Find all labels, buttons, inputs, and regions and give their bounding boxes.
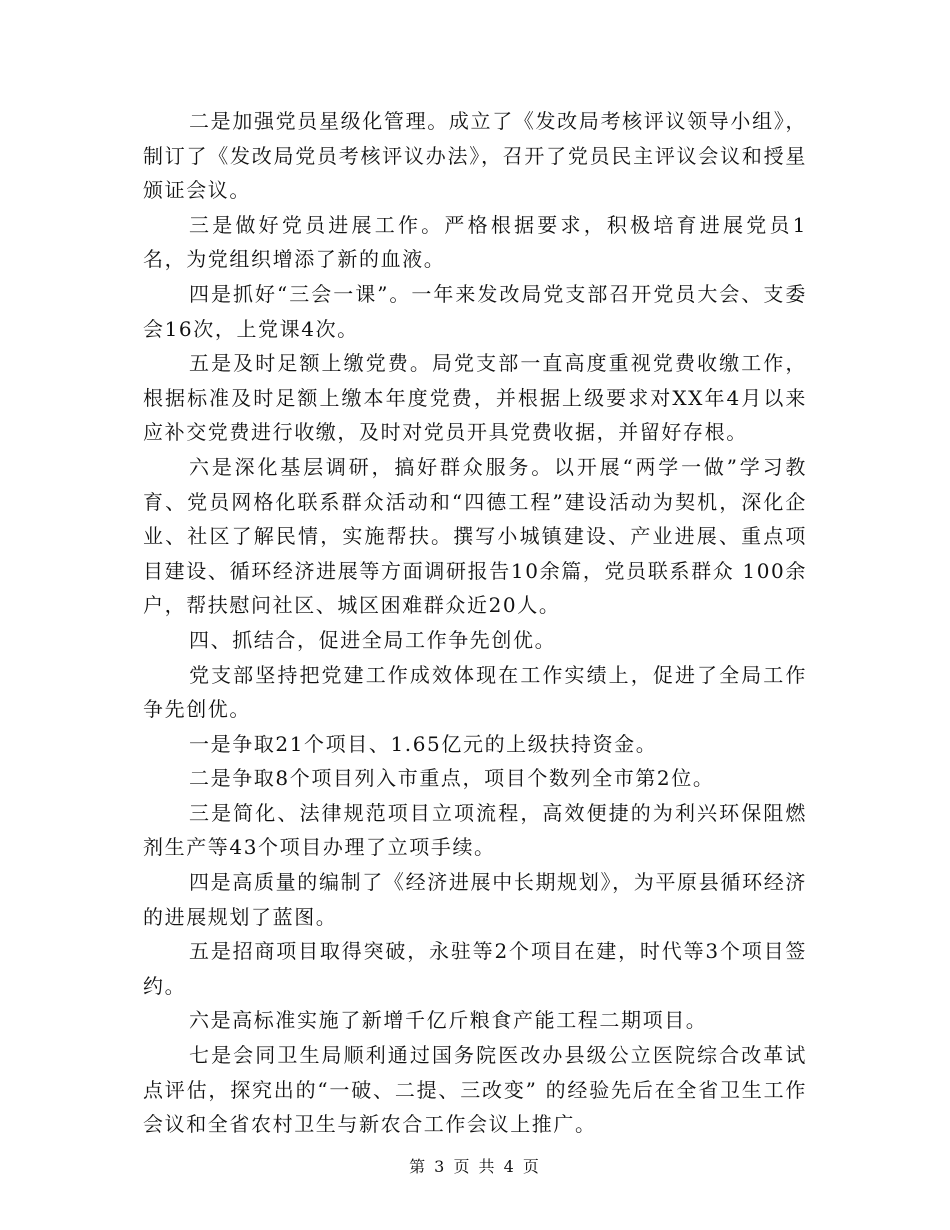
paragraph: 三是简化、法律规范项目立项流程，高效便捷的为利兴环保阻燃剂生产等43个项目办理了立项手续。 — [143, 800, 807, 860]
paragraph: 一是争取21个项目、1.65亿元的上级扶持资金。 — [189, 731, 658, 756]
paragraph: 五是招商项目取得突破，永驻等2个项目在建，时代等3个项目签约。 — [143, 939, 807, 998]
paragraph: 二是加强党员星级化管理。成立了《发改局考核评议领导小组》，制订了《发改局党员考核评议办法》，召开了党员民主评议会议和授星颁证会议。 — [143, 109, 807, 203]
page-number-label: 第 3 页 共 4 页 — [409, 1157, 541, 1176]
paragraph: 四是抓好“三会一课”。一年来发改局党支部召开党员大会、支委会16次，上党课4次。 — [143, 281, 807, 341]
page-footer — [0, 1154, 950, 1177]
section-heading: 四、抓结合，促进全局工作争先创优。 — [189, 627, 557, 652]
document-body — [143, 104, 807, 1142]
paragraph: 三是做好党员进展工作。严格根据要求，积极培育进展党员1名，为党组织增添了新的血液。 — [143, 212, 807, 272]
paragraph: 五是及时足额上缴党费。局党支部一直高度重视党费收缴工作，根据标准及时足额上缴本年度党费，并根据上级要求对XX年4月以来应补交党费进行收缴，及时对党员开具党费收据，并留好存根。 — [143, 351, 807, 445]
paragraph: 二是争取8个项目列入市重点，项目个数列全市第2位。 — [189, 766, 715, 791]
paragraph: 六是深化基层调研，搞好群众服务。以开展“两学一做”学习教育、党员网格化联系群众活动和“四德工程”建设活动为契机，深化企业、社区了解民情，实施帮扶。撰写小城镇建设、产业进展、重点项目建设、循环经济进展等方面调研报告10余篇，党员联系群众 100余户，帮扶慰问社区、城区困难群众近20人。 — [143, 454, 807, 618]
paragraph: 六是高标准实施了新增千亿斤粮食产能工程二期项目。 — [189, 1008, 708, 1033]
paragraph: 七是会同卫生局顺利通过国务院医改办县级公立医院综合改革试点评估，探究出的“一破、二提、三改变” 的经验先后在全省卫生工作会议和全省农村卫生与新农合工作会议上推广。 — [143, 1043, 807, 1137]
paragraph: 党支部坚持把党建工作成效体现在工作实绩上，促进了全局工作争先创优。 — [143, 662, 807, 722]
paragraph: 四是高质量的编制了《经济进展中长期规划》，为平原县循环经济的进展规划了蓝图。 — [143, 870, 807, 929]
